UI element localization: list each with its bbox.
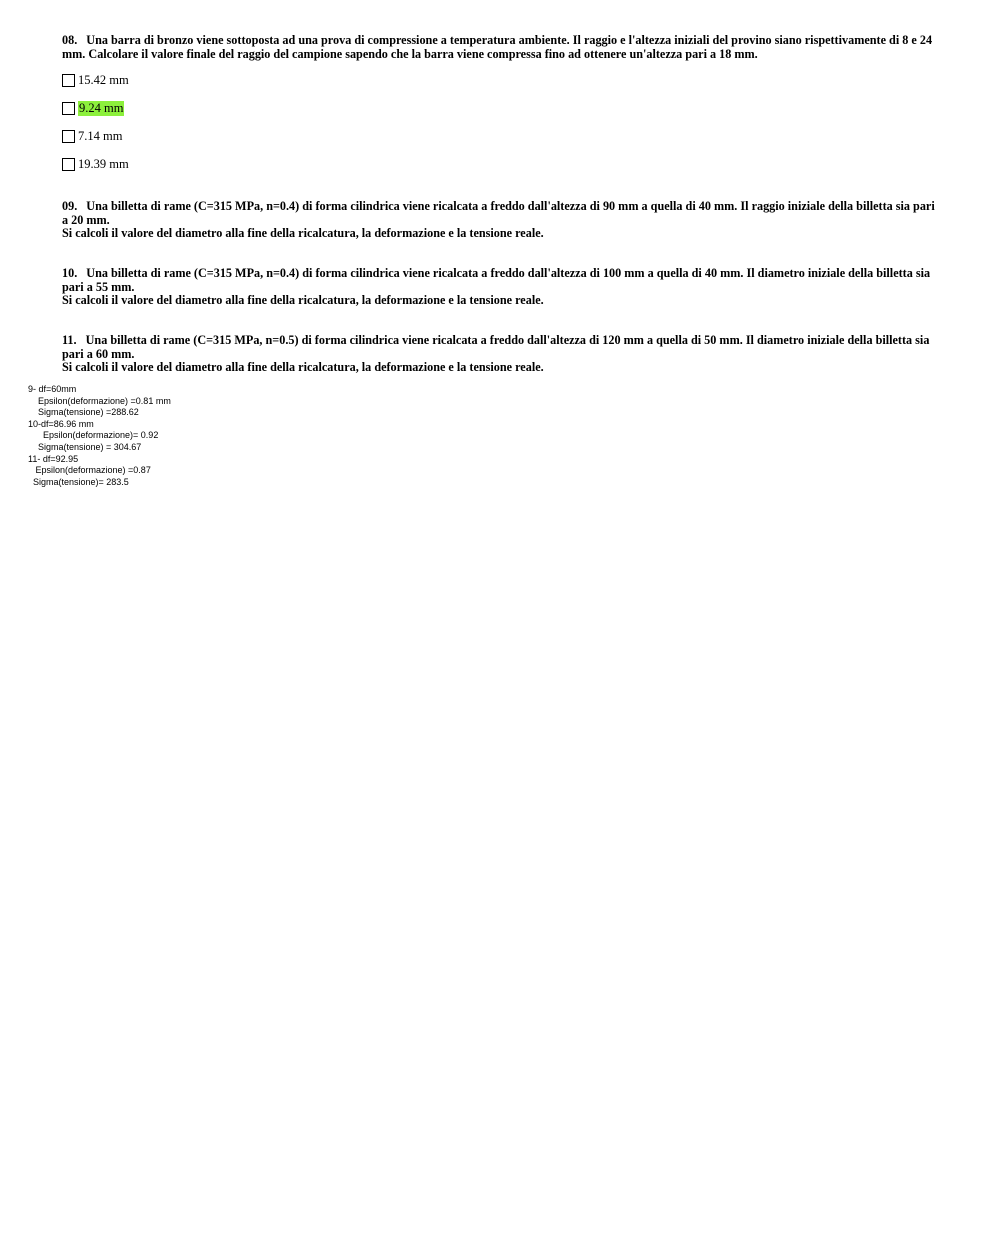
option-2-label: 9.24 mm (79, 100, 124, 115)
option-4-label: 19.39 mm (78, 156, 129, 171)
note-line: Sigma(tensione)= 283.5 (28, 476, 129, 487)
option-3-label: 7.14 mm (78, 128, 123, 143)
question-11-text: Una billetta di rame (C=315 MPa, n=0.5) di forma cilindrica viene ricalcata a freddo dall'altezza di 120 mm a quella di 50 mm. Il diametro iniziale della billetta sia pari a 60 mm. (62, 333, 930, 361)
question-08-number: 08. (62, 33, 78, 47)
option-2-checkbox[interactable] (62, 102, 75, 115)
question-10 (62, 267, 937, 308)
option-1[interactable] (62, 72, 129, 88)
question-09-number: 09. (62, 199, 78, 213)
question-09-text: Una billetta di rame (C=315 MPa, n=0.4) di forma cilindrica viene ricalcata a freddo dall'altezza di 90 mm a quella di 40 mm. Il raggio iniziale della billetta sia pari a 20 mm. (62, 199, 935, 227)
option-1-checkbox[interactable] (62, 74, 75, 87)
option-4[interactable] (62, 156, 129, 172)
note-line: Sigma(tensione) = 304.67 (28, 441, 142, 452)
question-11-text-2: Si calcoli il valore del diametro alla fine della ricalcatura, la deformazione e la tensione reale. (62, 360, 544, 375)
note-line: Epsilon(deformazione) =0.81 mm (28, 395, 171, 406)
question-11-number: 11. (62, 333, 77, 347)
answer-notes (28, 384, 328, 488)
option-3[interactable] (62, 128, 122, 144)
note-line: 9- df=60mm (28, 384, 77, 394)
option-1-label: 15.42 mm (78, 72, 129, 87)
note-line: 10-df=86.96 mm (28, 418, 94, 429)
option-2[interactable] (62, 100, 124, 116)
question-08-text: Una barra di bronzo viene sottoposta ad una prova di compressione a temperatura ambiente. Il raggio e l'altezza iniziali del provino siano rispettivamente di 8 e 24 mm. Calcolare il valore finale del raggio del campione sapendo che la barra viene compressa fino ad ottenere un'altezza pari a 18 mm. (62, 33, 933, 61)
question-10-number: 10. (62, 266, 78, 280)
option-4-checkbox[interactable] (62, 158, 75, 171)
question-08 (62, 34, 937, 61)
note-line: Sigma(tensione) =288.62 (28, 407, 139, 418)
note-line: Epsilon(deformazione)= 0.92 (28, 430, 159, 441)
note-line: Epsilon(deformazione) =0.87 (28, 465, 151, 476)
question-11 (62, 334, 937, 375)
question-10-text-2: Si calcoli il valore del diametro alla fine della ricalcatura, la deformazione e la tensione reale. (62, 293, 544, 308)
question-09-text-2: Si calcoli il valore del diametro alla fine della ricalcatura, la deformazione e la tensione reale. (62, 226, 544, 241)
option-3-checkbox[interactable] (62, 130, 75, 143)
question-10-text: Una billetta di rame (C=315 MPa, n=0.4) di forma cilindrica viene ricalcata a freddo dall'altezza di 100 mm a quella di 40 mm. Il diametro iniziale della billetta sia pari a 55 mm. (62, 266, 931, 294)
note-line: 11- df=92.95 (28, 453, 79, 464)
question-09 (62, 200, 937, 241)
